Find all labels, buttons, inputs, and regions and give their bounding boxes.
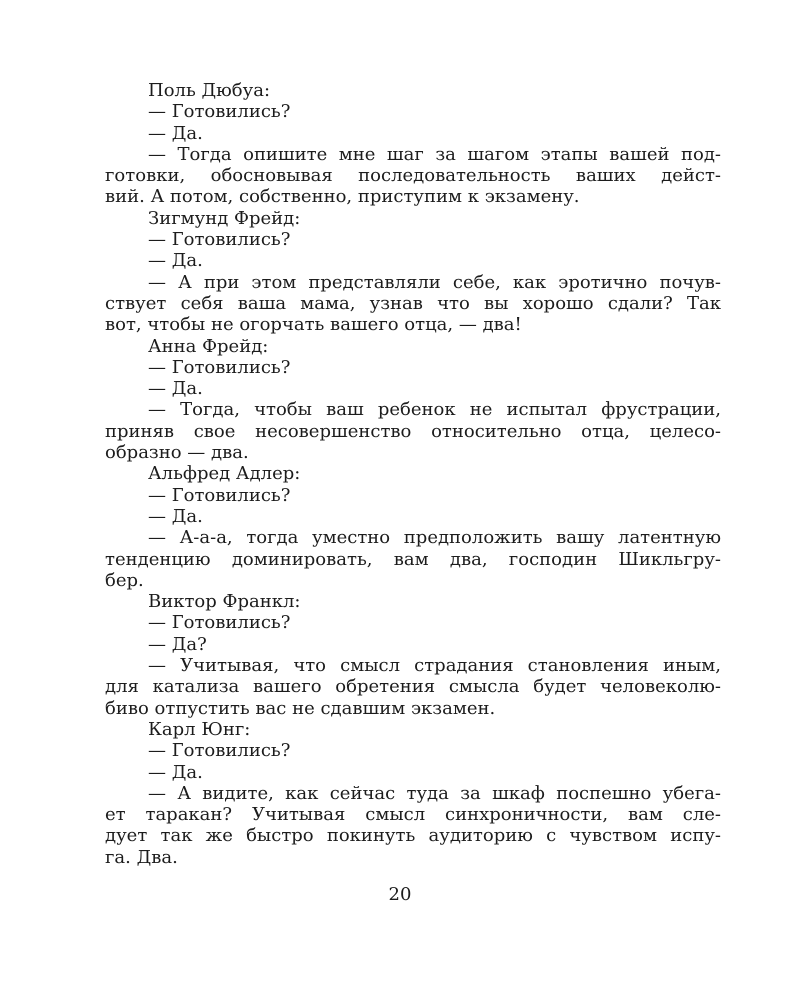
text-line: — Готовились? — [148, 612, 291, 634]
text-line: ствует себя ваша мама, узнав что вы хорошо сдали? Так — [105, 292, 721, 314]
text-line: Виктор Франкл: — [148, 591, 301, 613]
text-line: для катализа вашего обретения смысла будет человеколю- — [105, 676, 721, 698]
text-line: — Да. — [148, 250, 203, 272]
text-line: ет таракан? Учитывая смысл синхроничности, вам сле- — [105, 804, 721, 826]
text-line: образно — два. — [105, 442, 249, 464]
text-line: — Учитывая, что смысл страдания становления иным, — [148, 655, 721, 677]
text-line: готовки, обосновывая последовательность ваших дейст- — [105, 165, 721, 187]
text-line: Зигмунд Фрейд: — [148, 207, 301, 229]
text-line: га. Два. — [105, 846, 178, 868]
text-line: — Тогда, чтобы ваш ребенок не испытал фрустрации, — [148, 399, 721, 421]
text-line: — Готовились? — [148, 101, 291, 123]
text-line: приняв свое несовершенство относительно отца, целесо- — [105, 420, 721, 442]
page-number: 20 — [388, 884, 412, 905]
text-line: тенденцию доминировать, вам два, господин Шикльгру- — [105, 548, 721, 570]
text-line: вий. А потом, собственно, приступим к экзамену. — [105, 186, 580, 208]
text-line: бер. — [105, 569, 144, 591]
text-line: вот, чтобы не огорчать вашего отца, — два! — [105, 314, 522, 336]
text-line: — Да. — [148, 122, 203, 144]
text-line: дует так же быстро покинуть аудиторию с чувством испу- — [105, 825, 721, 847]
text-line: — Да. — [148, 505, 203, 527]
text-line: биво отпустить вас не сдавшим экзамен. — [105, 697, 496, 719]
text-line: — Готовились? — [148, 356, 291, 378]
text-line: — Готовились? — [148, 229, 291, 251]
text-line: — Готовились? — [148, 484, 291, 506]
text-line: — Готовились? — [148, 740, 291, 762]
text-line: Анна Фрейд: — [148, 335, 269, 357]
text-line: — А-а-а, тогда уместно предположить вашу латентную — [148, 527, 721, 549]
text-line: — Да. — [148, 761, 203, 783]
text-line: — Тогда опишите мне шаг за шагом этапы вашей под- — [148, 143, 721, 165]
text-line: — А при этом представляли себе, как эротично почув- — [148, 271, 721, 293]
text-line: Поль Дюбуа: — [148, 80, 271, 101]
text-line: — Да? — [148, 633, 207, 655]
text-line: Альфред Адлер: — [148, 463, 301, 485]
page-body — [105, 80, 721, 868]
text-line: Карл Юнг: — [148, 718, 251, 740]
text-line: — Да. — [148, 378, 203, 400]
text-line: — А видите, как сейчас туда за шкаф поспешно убега- — [148, 782, 721, 804]
